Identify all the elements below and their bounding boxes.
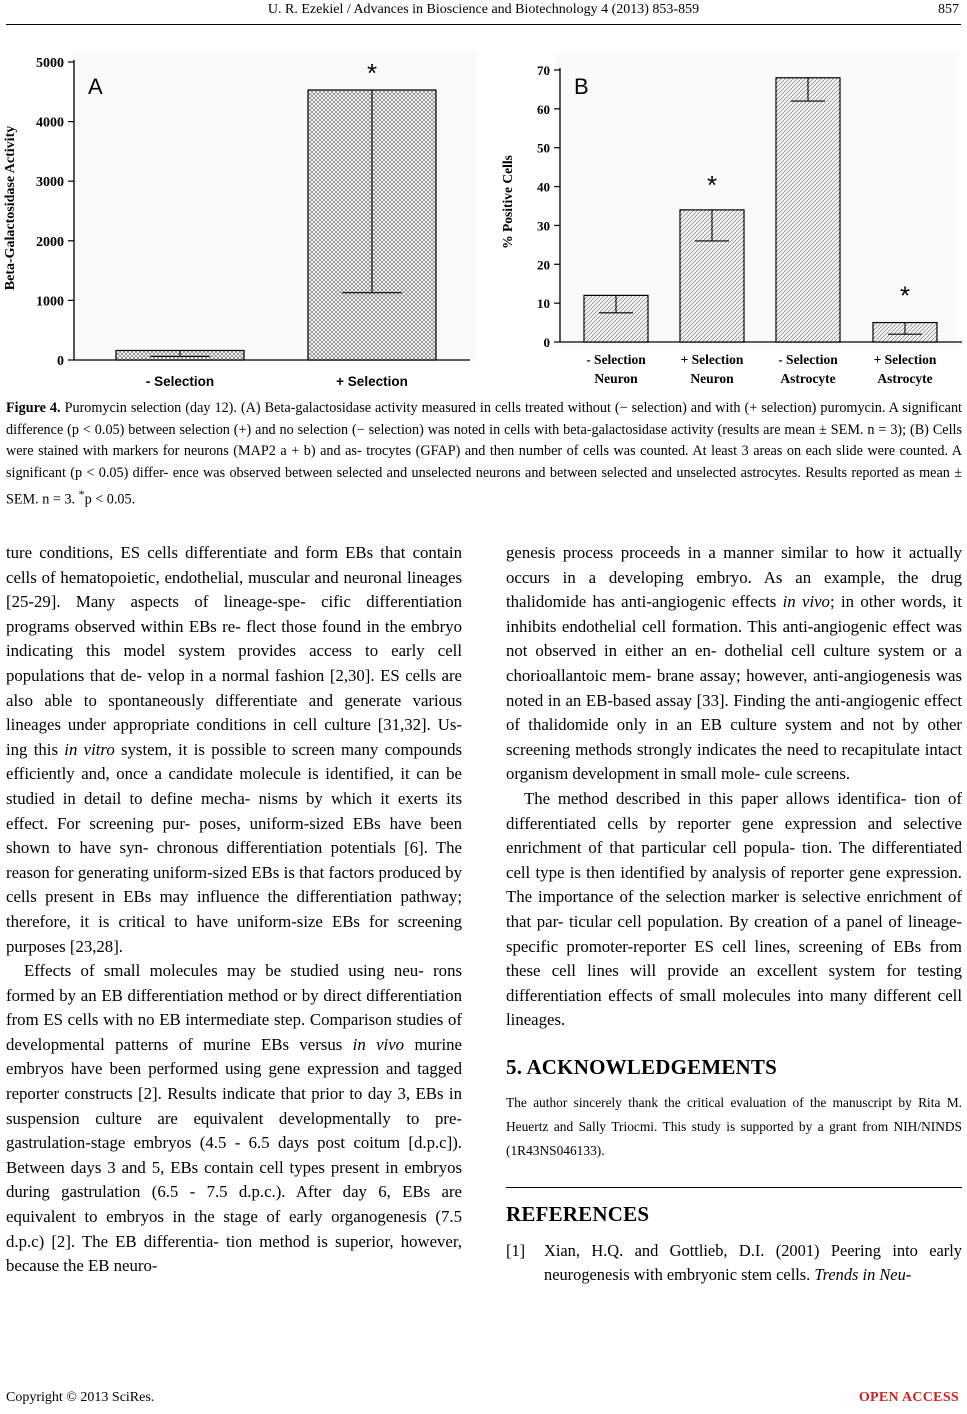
significance-star: *: [366, 58, 378, 89]
category-label: - Selection: [145, 374, 215, 389]
significance-star: *: [706, 169, 718, 200]
figure-4: [0, 40, 967, 392]
copyright-footer: Copyright © 2013 SciRes.: [6, 1390, 155, 1405]
paragraph: genesis process proceeds in a manner similar to how it actually occurs in a developing embryo. As an example, the drug thalidomide has anti-angiogenic effects in vivo; in other words, it inhibits endothelial cell formation. This anti-angiogenic effect was not observed in either an en- dothelial cell culture system or a chorioallantoic mem- brane assay; however, anti-angiogenesis was noted in an EB-based assay [33]. Finding the anti-angiogenic effect of thalidomide only in an EB culture system and not by other screening methods strongly indicates the need to recapitulate intact organism development in small mole- cule screens.: [506, 543, 962, 784]
header-rule: [6, 24, 961, 25]
y-tick-label: 0: [543, 335, 550, 350]
section-rule: [506, 1187, 962, 1188]
paragraph: The method described in this paper allows identifica- tion of differentiated cells by reporter gene expression and selective enrichment of that particular cell popula- tion. The differentiated cell type is then identified by analysis of reporter gene expression. The importance of the selection marker is selective enrichment of that par- ticular cell population. By creation of a panel of lineage- specific promoter-reporter ES cell lines, screening of EBs from these cell lines will provide an excellent system for testing differentiation effects of small molecules into many different cell lineages.: [506, 788, 962, 1030]
y-tick-label: 0: [57, 354, 64, 369]
panel-b-letter: B: [574, 74, 589, 99]
y-tick-label: 4000: [36, 115, 64, 131]
bar: [776, 78, 840, 342]
caption-tail: p < 0.05.: [84, 492, 136, 509]
category-label: Astrocyte: [877, 371, 933, 386]
category-label: - Selection: [586, 352, 646, 367]
panel-a: [3, 50, 476, 389]
y-tick-label: 5000: [36, 56, 64, 71]
figure-caption: [6, 398, 962, 512]
y-tick-label: 50: [537, 140, 550, 156]
category-label: - Selection: [778, 352, 838, 367]
y-tick-label: 40: [537, 179, 550, 195]
category-label: + Selection: [873, 352, 937, 367]
y-tick-label: 3000: [36, 175, 64, 191]
y-tick-label: 70: [537, 63, 550, 78]
open-access-footer: OPEN ACCESS: [858, 1390, 959, 1405]
y-tick-label: 20: [537, 257, 550, 273]
y-tick-label: 2000: [36, 234, 64, 250]
y-tick-label: 30: [537, 218, 550, 234]
panel-b: [500, 52, 962, 386]
category-label: Neuron: [594, 371, 638, 386]
page-header: [0, 2, 967, 24]
category-label: Astrocyte: [780, 371, 836, 386]
paragraph: Effects of small molecules may be studied using neu- rons formed by an EB differentiation method or by direct differentiation from ES cells with no EB intermediate step. Comparison studies of developmental patterns of murine EBs versus in vivo murine embryos have been performed using gene expression and tagged reporter constructs [2]. Results indicate that prior to day 3, EBs in suspension culture are equivalent developmentally to pre- gastrulation-stage embryos (4.5 - 6.5 days post coitum [d.p.c]). Between days 3 and 5, EBs contain cell types present in embryos during gastrulation (6.5 - 7.5 d.p.c.). After day 6, EBs are equivalent to embryos in the stage of early organogenesis (7.5 d.p.c) [2]. The EB differentia- tion method is superior, however, because the EB neuro-: [6, 961, 462, 1276]
section-heading-acknowledgements: 5. ACKNOWLEDGEMENTS: [506, 1054, 778, 1079]
category-label: Neuron: [690, 371, 734, 386]
section-heading-references: REFERENCES: [506, 1202, 650, 1227]
left-column: [6, 541, 462, 1279]
y-tick-label: 1000: [36, 294, 64, 310]
caption-sup: *: [78, 487, 85, 502]
y-tick-label: 10: [537, 296, 550, 312]
reference-number: [1]: [506, 1241, 526, 1261]
panel-a-letter: A: [88, 74, 103, 99]
paragraph: ture conditions, ES cells differentiate and form EBs that contain cells of hematopoietic, endothelial, muscular and neuronal lineages [25-29]. Many aspects of lineage-spe- cific differentiation programs observed within EBs re- flect those found in the embryo indicating this model system provides access to early cell populations that de- velop in a normal fashion [2,30]. ES cells are also able to spontaneously differentiate and generate various lineages under appropriate conditions in cell culture [31,32]. Us- ing this in vitro system, it is possible to screen many compounds efficiently and, once a candidate molecule is identified, it can be studied in detail to define mecha- nisms by which it exerts its effect. For screening pur- poses, uniform-sized EBs have been shown to have syn- chronous differentiation potentials [6]. The reason for generating uniform-sized EBs is that factors produced by cells present in EBs may influence the differentiation pathway; therefore, it is critical to have uniform-size EBs for screening purposes [23,28].: [6, 543, 462, 956]
category-label: + Selection: [336, 374, 408, 389]
panel-a-ylabel: Beta-Galactosidase Activity: [3, 125, 18, 291]
caption-text: Puromycin selection (day 12). (A) Beta-galactosidase activity measured in cells treated without (− selection) and with (+ selection) puromycin. A significant difference (p < 0.05) between selection (+) and no selection (− selection) was noted in cells with beta-galactosidase activity (results are mean ± SEM. n = 3); (B) Cells were stained with markers for neurons (MAP2 a + b) and as- trocytes (GFAP) and then number of cells was counted. At least 3 areas on each slide were counted. A significant (p < 0.05) differ- ence was observed between selected and unselected neurons and between selected and unselected astrocytes. Results reported as mean ± SEM. n = 3.: [6, 400, 962, 509]
right-column: [506, 541, 962, 1287]
significance-star: *: [899, 280, 911, 311]
page-number: 857: [938, 2, 959, 17]
y-tick-label: 60: [537, 101, 550, 117]
panel-b-ylabel: % Positive Cells: [500, 155, 515, 249]
caption-label: Figure 4.: [6, 400, 61, 416]
reference-item: [506, 1239, 962, 1287]
reference-text: Xian, H.Q. and Gottlieb, D.I. (2001) Peering into early neurogenesis with embryonic stem cells. Trends in Neu-: [544, 1241, 962, 1285]
acknowledgements-text: The author sincerely thank the critical evaluation of the manuscript by Rita M. Heuertz and Sally Triocmi. This study is supported by a grant from NIH/NINDS (1R43NS046133).: [506, 1095, 962, 1159]
running-title: U. R. Ezekiel / Advances in Bioscience and Biotechnology 4 (2013) 853-859: [267, 2, 700, 17]
category-label: + Selection: [680, 352, 744, 367]
